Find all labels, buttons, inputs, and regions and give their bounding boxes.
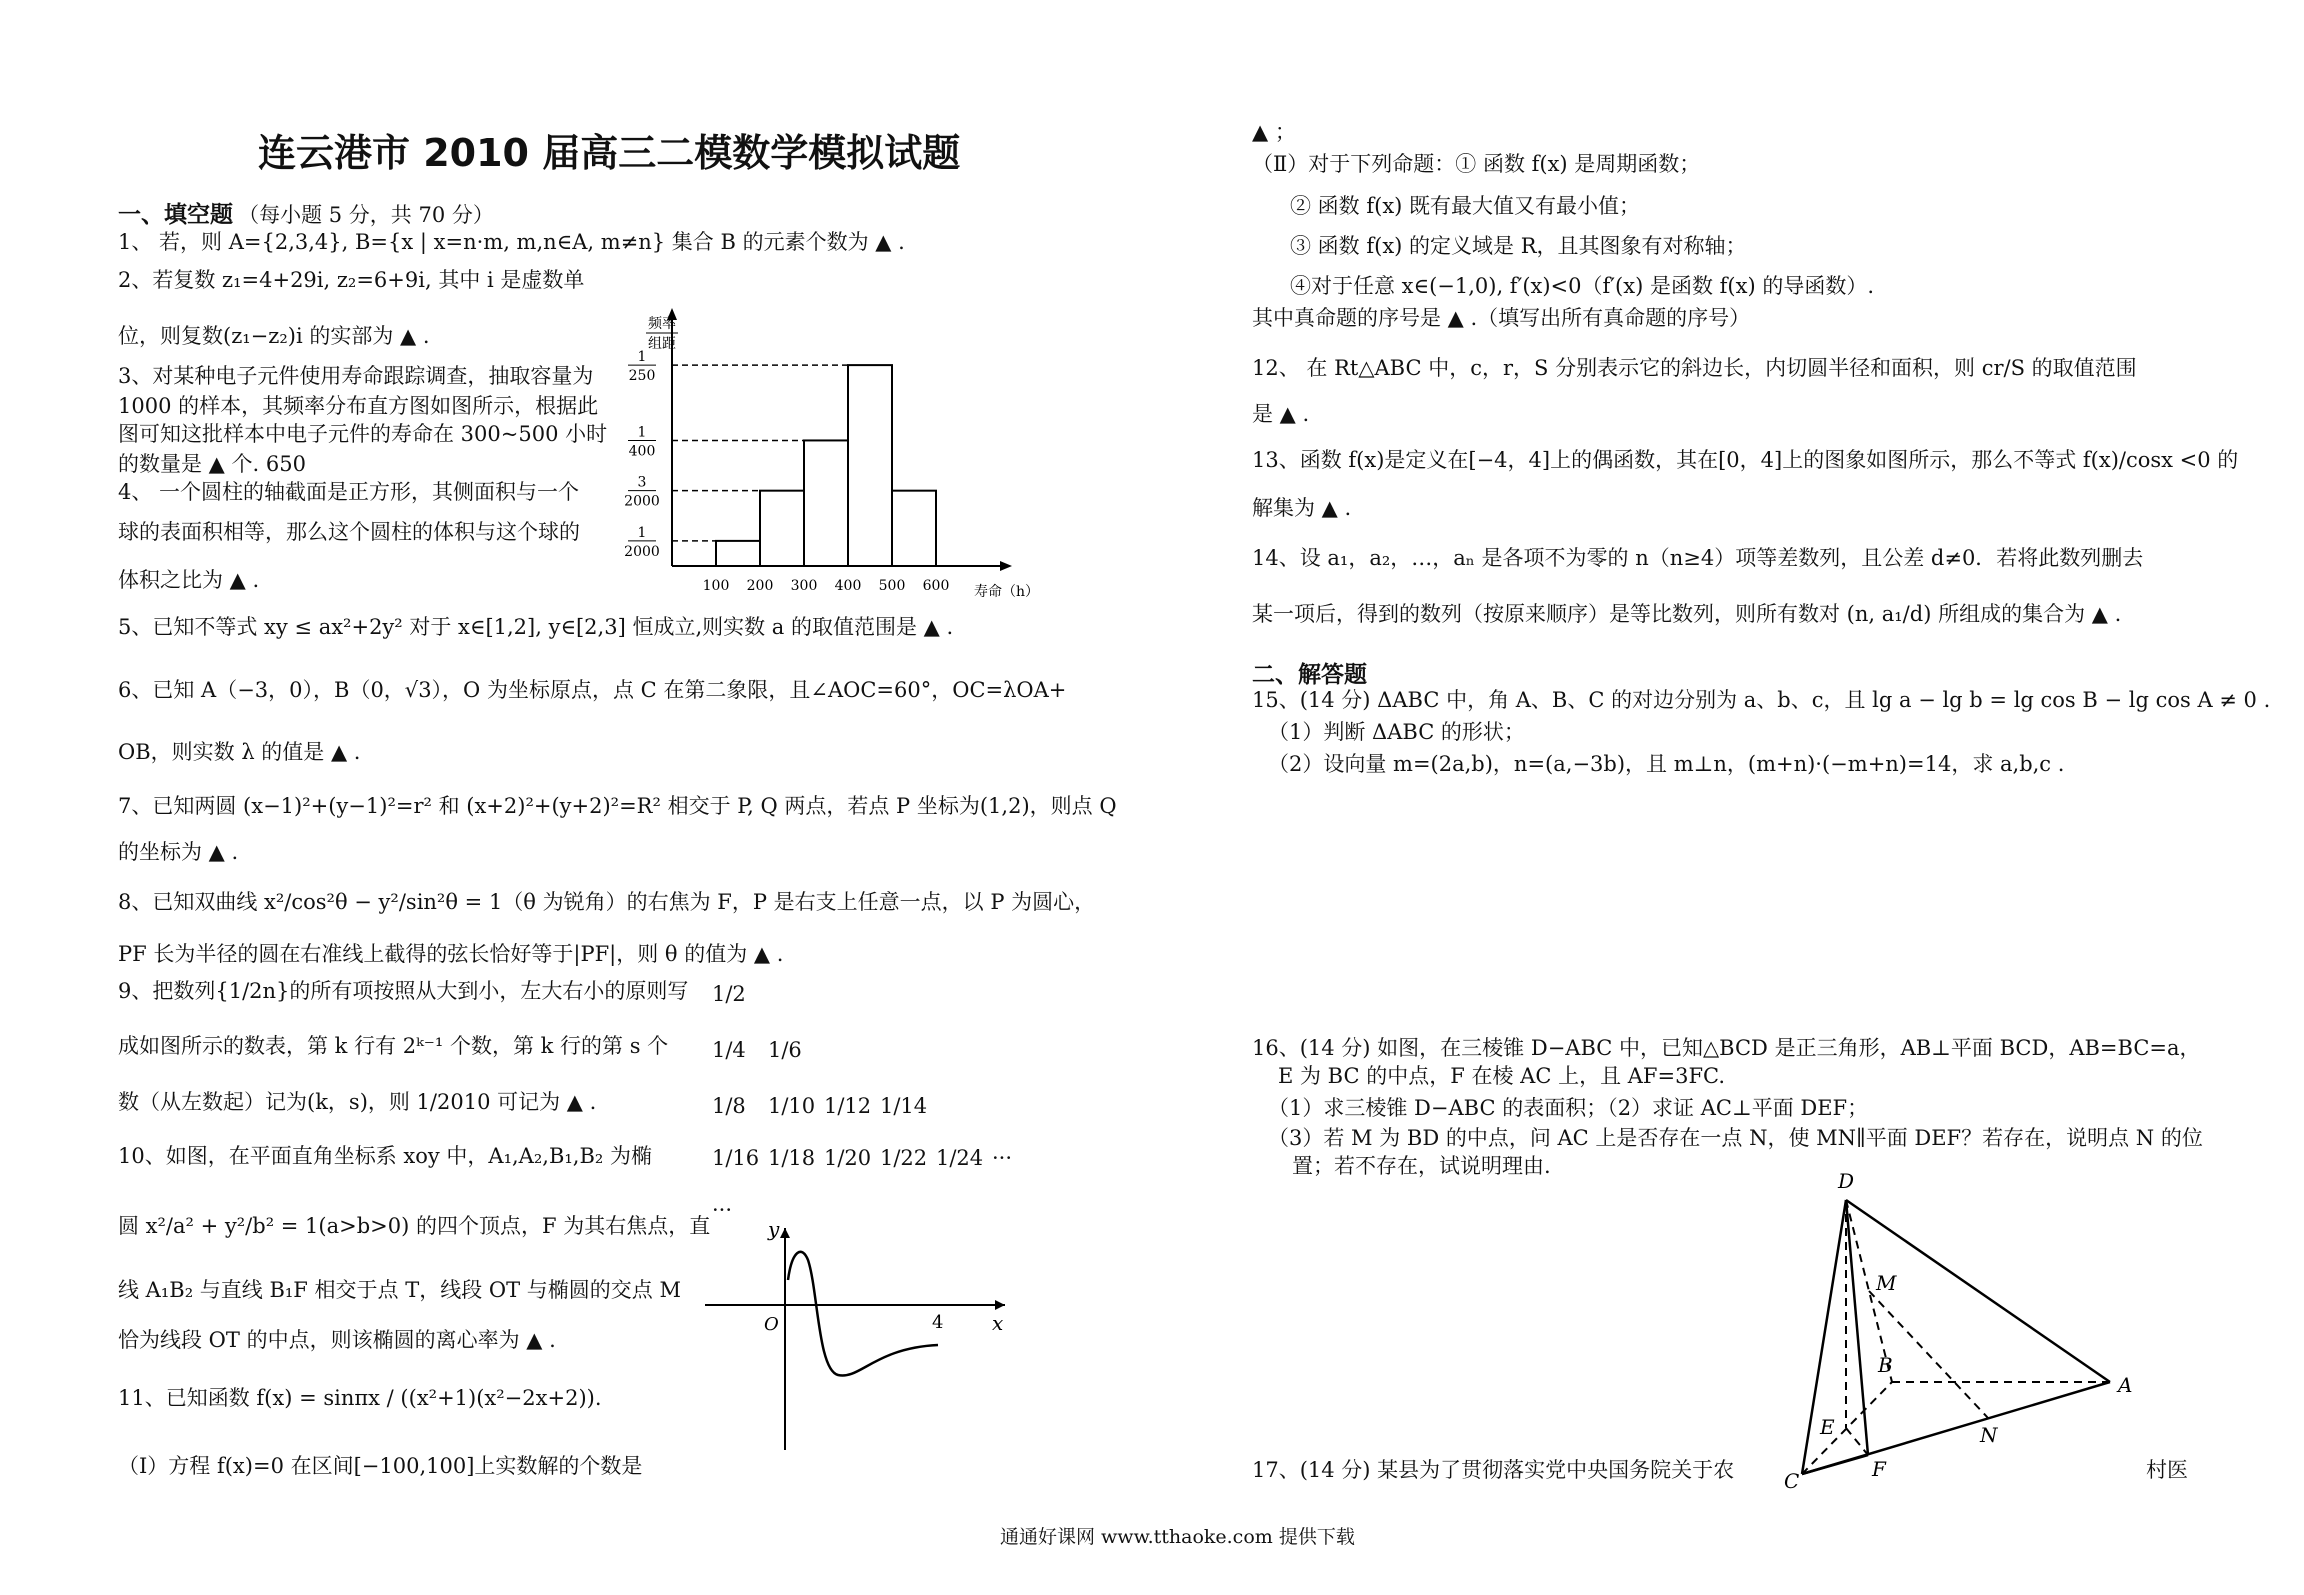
- number-table-cell: 1/24: [936, 1146, 984, 1170]
- hist-y-tick-den: 400: [628, 443, 656, 460]
- y-axis-arrow-icon: [780, 1228, 790, 1238]
- section-1-title: 一、填空题: [118, 202, 233, 228]
- right-line-21: 村医: [2146, 1458, 2188, 1482]
- right-line-18: （3）若 M 为 BD 的中点，问 AC 上是否存在一点 N，使 MN∥平面 DEF？若存在，说明点 N 的位: [1268, 1126, 2203, 1150]
- left-line-22: 线 A₁B₂ 与直线 B₁F 相交于点 T，线段 OT 与椭圆的交点 M: [118, 1278, 681, 1302]
- hist-x-tick: 500: [878, 578, 906, 594]
- hist-x-tick: 600: [922, 578, 950, 594]
- left-line-0: 1、 若，则 A={2,3,4}, B={x | x=n·m, m,n∈A, m≠n} 集合 B 的元素个数为 ▲ .: [118, 230, 905, 254]
- hist-bar: [760, 491, 804, 566]
- hist-bar: [892, 491, 936, 566]
- tetrahedron-figure: [1780, 1170, 2140, 1490]
- left-line-20: 10、如图，在平面直角坐标系 xoy 中，A₁,A₂,B₁,B₂ 为椭: [118, 1144, 652, 1168]
- number-table-cell: 1/16: [712, 1146, 760, 1170]
- edge-df: [1846, 1200, 1868, 1455]
- hist-bar: [716, 541, 760, 566]
- left-line-6: 的数量是 ▲ 个. 650: [118, 452, 306, 476]
- left-line-25: （Ⅰ）方程 f(x)=0 在区间[−100,100]上实数解的个数是: [118, 1454, 643, 1478]
- page-title: 连云港市 2010 届高三二模数学模拟试题: [258, 131, 961, 175]
- number-table-cell: 1/14: [880, 1094, 928, 1118]
- page-footer: 通通好课网 www.tthaoke.com 提供下载: [1000, 1526, 1355, 1548]
- label-f: F: [1872, 1457, 1886, 1481]
- section-2-heading: 二、解答题: [1252, 662, 1367, 688]
- right-line-6: 12、 在 Rt△ABC 中，c，r，S 分别表示它的斜边长，内切圆半径和面积，则 cr/S 的取值范围: [1252, 356, 2137, 380]
- label-d: D: [1838, 1170, 1855, 1193]
- left-line-16: PF 长为半径的圆在右准线上截得的弦长恰好等于|PF|，则 θ 的值为 ▲ .: [118, 942, 784, 966]
- function-curve: [788, 1252, 938, 1376]
- label-m: M: [1876, 1271, 1897, 1295]
- left-line-10: 5、已知不等式 xy ≤ ax²+2y² 对于 x∈[1,2], y∈[2,3] 恒成立,则实数 a 的取值范围是 ▲ .: [118, 615, 954, 639]
- label-a: A: [2118, 1373, 2133, 1397]
- number-table-cell: 1/12: [824, 1094, 872, 1118]
- number-table-cell: 1/18: [768, 1146, 816, 1170]
- hist-y-tick-den: 2000: [624, 543, 660, 560]
- number-table-cell: 1/4: [712, 1038, 746, 1062]
- hist-xlabel: 寿命（h）: [974, 584, 1040, 598]
- histogram-chart: [620, 308, 1050, 598]
- hist-y-tick-den: 2000: [624, 493, 660, 510]
- right-line-4: ④对于任意 x∈(−1,0), f′(x)<0（f′(x) 是函数 f(x) 的导函数）.: [1290, 274, 1874, 298]
- right-line-17: （1）求三棱锥 D−ABC 的表面积；（2）求证 AC⊥平面 DEF；: [1268, 1096, 1869, 1120]
- edge-ef: [1846, 1428, 1868, 1455]
- left-line-7: 4、 一个圆柱的轴截面是正方形，其侧面积与一个: [118, 480, 580, 504]
- left-line-21: 圆 x²/a² + y²/b² = 1(a>b>0) 的四个顶点，F 为其右焦点，直: [118, 1214, 711, 1238]
- graph-y-label: y: [768, 1220, 780, 1241]
- edge-cf: [1802, 1455, 1868, 1474]
- left-line-3: 3、对某种电子元件使用寿命跟踪调查，抽取容量为: [118, 364, 594, 388]
- right-line-16: E 为 BC 的中点，F 在棱 AC 上，且 AF=3FC.: [1278, 1064, 1726, 1088]
- right-line-3: ③ 函数 f(x) 的定义域是 R，且其图象有对称轴；: [1290, 234, 1747, 258]
- graph-x-label: x: [992, 1311, 1004, 1335]
- hist-x-arrow-icon: [1000, 561, 1012, 571]
- right-line-2: ② 函数 f(x) 既有最大值又有最小值；: [1290, 194, 1641, 218]
- hist-y-tick-num: 3: [637, 474, 647, 491]
- left-line-18: 成如图所示的数表，第 k 行有 2ᵏ⁻¹ 个数，第 k 行的第 s 个: [118, 1034, 669, 1058]
- section-1-heading: [118, 196, 494, 229]
- right-line-12: 15、(14 分) ΔABC 中，角 A、B、C 的对边分别为 a、b、c，且 lg a − lg b = lg cos B − lg cos A ≠ 0 .: [1252, 688, 2271, 712]
- left-line-12: OB，则实数 λ 的值是 ▲ .: [118, 740, 361, 764]
- right-line-8: 13、函数 f(x)是定义在[−4，4]上的偶函数，其在[0，4]上的图象如图所示，那么不等式 f(x)/cosx <0 的: [1252, 448, 2239, 472]
- hist-y-tick-num: 1: [637, 349, 647, 366]
- left-line-17: 9、把数列{1/2n}的所有项按照从大到小，左大右小的原则写: [118, 979, 689, 1003]
- hist-x-tick: 200: [746, 578, 774, 594]
- right-line-11: 某一项后，得到的数列（按原来顺序）是等比数列，则所有数对 (n, a₁/d) 所组成的集合为 ▲ .: [1252, 602, 2122, 626]
- hist-ylabel-top: 频率: [648, 316, 676, 332]
- graph-tick-4: 4: [932, 1312, 944, 1333]
- left-line-14: 的坐标为 ▲ .: [118, 840, 239, 864]
- left-line-5: 图可知这批样本中电子元件的寿命在 300~500 小时: [118, 422, 608, 446]
- hist-x-tick: 100: [702, 578, 730, 594]
- left-line-8: 球的表面积相等，那么这个圆柱的体积与这个球的: [118, 520, 580, 544]
- left-line-1: 2、若复数 z₁=4+29i, z₂=6+9i, 其中 i 是虚数单: [118, 268, 585, 292]
- number-table-cell: 1/10: [768, 1094, 816, 1118]
- hist-x-tick: 400: [834, 578, 862, 594]
- right-line-0: ▲ ；: [1252, 120, 1296, 144]
- x-axis-arrow-icon: [995, 1300, 1005, 1310]
- number-table-cell: 1/20: [824, 1146, 872, 1170]
- number-table-cell: 1/2: [712, 982, 746, 1006]
- number-table-cell: 1/8: [712, 1094, 746, 1118]
- hist-y-tick-num: 1: [637, 424, 647, 441]
- left-line-13: 7、已知两圆 (x−1)²+(y−1)²=r² 和 (x+2)²+(y+2)²=R² 相交于 P, Q 两点，若点 P 坐标为(1,2)，则点 Q: [118, 794, 1117, 818]
- right-line-14: （2）设向量 m=(2a,b)，n=(a,−3b)，且 m⊥n，(m+n)·(−m+n)=14，求 a,b,c .: [1268, 752, 2065, 776]
- hist-y-tick-den: 250: [628, 368, 656, 385]
- number-table-cell: ···: [992, 1146, 1013, 1170]
- left-line-19: 数（从左数起）记为(k，s)，则 1/2010 可记为 ▲ .: [118, 1090, 597, 1114]
- right-line-5: 其中真命题的序号是 ▲ .（填写出所有真命题的序号）: [1252, 306, 1751, 330]
- hist-bar: [848, 365, 892, 566]
- section-1-note: （每小题 5 分，共 70 分）: [238, 203, 494, 227]
- left-line-11: 6、已知 A（−3，0），B（0，√3），O 为坐标原点，点 C 在第二象限，且∠AOC=60°，OC=λOA+: [118, 678, 1067, 702]
- left-line-15: 8、已知双曲线 x²/cos²θ − y²/sin²θ = 1（θ 为锐角）的右焦为 F，P 是右支上任意一点，以 P 为圆心，: [118, 890, 1096, 914]
- number-table-cell: 1/6: [768, 1038, 802, 1062]
- label-n: N: [1980, 1423, 1998, 1447]
- left-line-9: 体积之比为 ▲ .: [118, 568, 260, 592]
- right-line-15: 16、(14 分) 如图，在三棱锥 D−ABC 中，已知△BCD 是正三角形，AB⊥平面 BCD，AB=BC=a，: [1252, 1036, 2201, 1060]
- hist-bar: [804, 440, 848, 566]
- right-line-1: （Ⅱ）对于下列命题：① 函数 f(x) 是周期函数；: [1252, 152, 1701, 176]
- label-c: C: [1784, 1469, 1800, 1490]
- number-table-cell: 1/22: [880, 1146, 928, 1170]
- label-b: B: [1878, 1353, 1893, 1377]
- right-line-19: 置；若不存在，试说明理由.: [1292, 1154, 1551, 1178]
- left-line-4: 1000 的样本，其频率分布直方图如图所示，根据此: [118, 394, 599, 418]
- function-graph: [700, 1220, 1020, 1460]
- right-line-9: 解集为 ▲ .: [1252, 496, 1352, 520]
- hist-x-tick: 300: [790, 578, 818, 594]
- right-line-13: （1）判断 ΔABC 的形状；: [1268, 720, 1525, 744]
- graph-origin-label: O: [764, 1314, 779, 1335]
- right-line-7: 是 ▲ .: [1252, 402, 1310, 426]
- right-line-20: 17、(14 分) 某县为了贯彻落实党中央国务院关于农: [1252, 1458, 1735, 1482]
- left-line-2: 位，则复数(z₁−z₂)i 的实部为 ▲ .: [118, 324, 430, 348]
- label-e: E: [1820, 1415, 1835, 1439]
- number-table-cell: ···: [712, 1198, 733, 1222]
- hist-ylabel-bottom: 组距: [648, 336, 676, 352]
- left-line-24: 11、已知函数 f(x) = sinπx / ((x²+1)(x²−2x+2)).: [118, 1386, 602, 1410]
- left-line-23: 恰为线段 OT 的中点，则该椭圆的离心率为 ▲ .: [118, 1328, 556, 1352]
- hist-y-tick-num: 1: [637, 524, 647, 541]
- right-line-10: 14、设 a₁，a₂，…，aₙ 是各项不为零的 n（n≥4）项等差数列，且公差 d≠0．若将此数列删去: [1252, 546, 2144, 570]
